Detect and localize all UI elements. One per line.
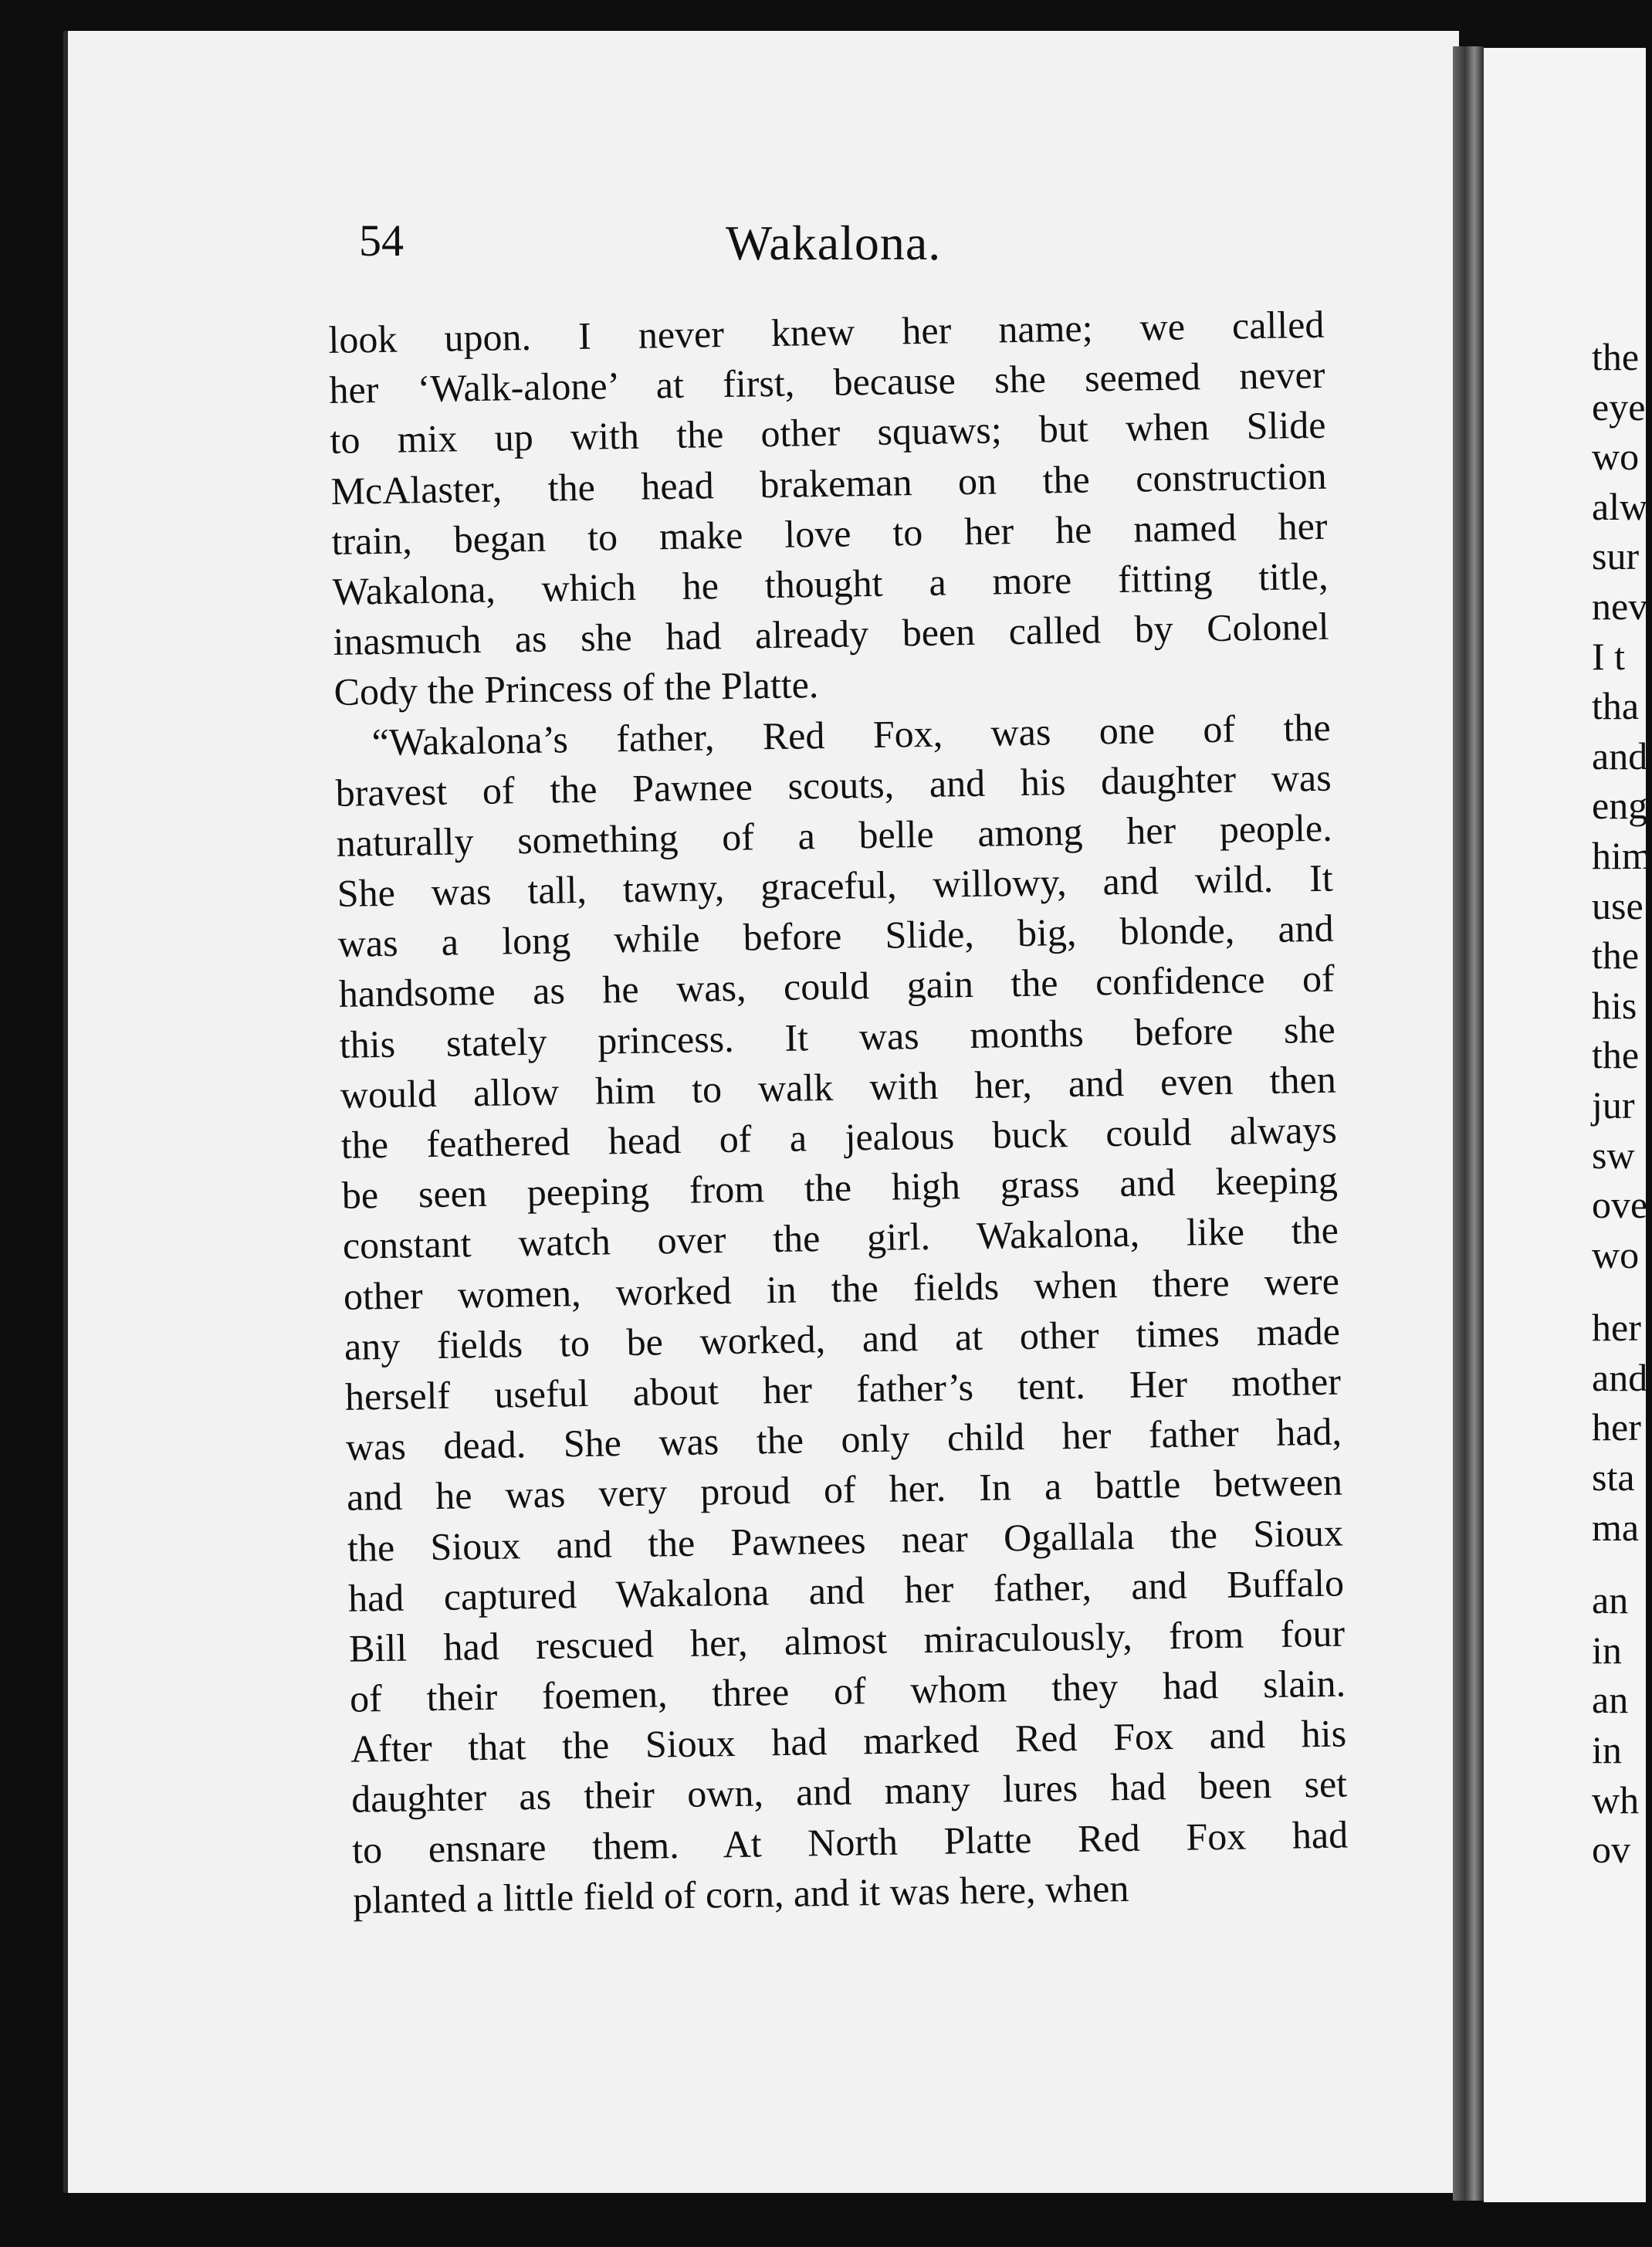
right-page-fragment: her bbox=[1592, 1405, 1641, 1449]
text-line: Cody the Princess of the Platte. bbox=[333, 663, 819, 714]
right-page-fragment: an bbox=[1592, 1578, 1629, 1622]
right-page-fragment: wo bbox=[1592, 1232, 1640, 1276]
text-line: constant watch over the girl. Wakalona, like the bbox=[342, 1208, 1339, 1268]
right-page-fragment: I t bbox=[1592, 634, 1626, 678]
text-line: was dead. She was the only child her father had, bbox=[345, 1409, 1342, 1469]
right-page-fragment: sur bbox=[1592, 534, 1640, 578]
right-page-fragment: in bbox=[1592, 1728, 1622, 1772]
text-line: be seen peeping from the high grass and keeping bbox=[341, 1157, 1339, 1218]
text-line: After that the Sioux had marked Red Fox and his bbox=[350, 1711, 1347, 1771]
right-page-fragment: ma bbox=[1592, 1505, 1640, 1549]
text-line: handsome as he was, could gain the confidence of bbox=[338, 957, 1335, 1016]
text-line: herself useful about her father’s tent. Her mother bbox=[344, 1359, 1342, 1418]
text-line: planted a little field of corn, and it was here, when bbox=[352, 1866, 1129, 1922]
text-line: daughter as their own, and many lures had been set bbox=[350, 1761, 1348, 1822]
text-line: had captured Wakalona and her father, and Buffalo bbox=[347, 1561, 1345, 1620]
text-line: was a long while before Slide, big, blonde, and bbox=[337, 906, 1335, 966]
right-page-fragment: the bbox=[1592, 934, 1640, 978]
text-line: to ensnare them. At North Platte Red Fox had bbox=[351, 1812, 1349, 1872]
book-gutter bbox=[1453, 46, 1484, 2201]
text-line: to mix up with the other squaws; but when Slide bbox=[330, 403, 1326, 463]
right-page-fragment: eng bbox=[1592, 784, 1648, 828]
right-page-fragment: in bbox=[1592, 1628, 1622, 1672]
page-number: 54 bbox=[359, 215, 404, 266]
right-page-fragment: wo bbox=[1592, 435, 1640, 479]
right-page-fragment: and bbox=[1592, 1355, 1648, 1399]
text-line: of their foemen, three of whom they had slain. bbox=[349, 1661, 1346, 1720]
right-page-text bbox=[1592, 332, 1652, 1875]
right-page-fragment bbox=[1592, 1279, 1652, 1303]
right-page-fragment bbox=[1592, 1552, 1652, 1575]
text-line: “Wakalona’s father, Red Fox, was one of the bbox=[371, 705, 1331, 764]
right-page-fragment: ov bbox=[1592, 1828, 1630, 1872]
text-line: McAlaster, the head brakeman on the construction bbox=[330, 453, 1327, 513]
right-page-fragment: him bbox=[1592, 833, 1652, 877]
right-page-fragment: the bbox=[1592, 1033, 1640, 1077]
text-line: look upon. I never knew her name; we called bbox=[328, 302, 1325, 361]
right-page bbox=[1484, 48, 1652, 2202]
right-page-fragment: eye bbox=[1592, 385, 1646, 429]
right-page-fragment: wh bbox=[1592, 1778, 1640, 1822]
text-line: any fields to be worked, and at other times made bbox=[344, 1309, 1341, 1368]
text-line: the Sioux and the Pawnees near Ogallala the Sioux bbox=[347, 1510, 1344, 1570]
right-page-fragment: his bbox=[1592, 983, 1637, 1027]
right-page-fragment: tha bbox=[1592, 684, 1640, 728]
right-page-fragment: sw bbox=[1592, 1133, 1635, 1177]
text-line: Bill had rescued her, almost miraculously, from four bbox=[348, 1611, 1346, 1670]
right-page-fragment: sta bbox=[1592, 1456, 1635, 1500]
text-line: inasmuch as she had already been called by Colonel bbox=[333, 604, 1329, 664]
right-page-fragment: alw bbox=[1592, 484, 1648, 528]
body-text bbox=[328, 300, 1349, 1926]
right-page-fragment: use bbox=[1592, 883, 1644, 927]
right-page-fragment: ove bbox=[1592, 1183, 1648, 1227]
text-line: naturally something of a belle among her people. bbox=[336, 805, 1333, 865]
right-page-fragment: an bbox=[1592, 1678, 1629, 1722]
running-head bbox=[359, 215, 1386, 276]
text-line: and he was very proud of her. In a battle between bbox=[346, 1459, 1343, 1520]
right-page-fragment: nev bbox=[1592, 584, 1648, 628]
text-line: bravest of the Pawnee scouts, and his daughter was bbox=[335, 755, 1332, 815]
text-line: other women, worked in the fields when there were bbox=[343, 1259, 1340, 1318]
text-line: her ‘Walk-alone’ at first, because she seemed never bbox=[329, 352, 1325, 412]
text-line: this stately princess. It was months before she bbox=[339, 1007, 1336, 1066]
right-page-fragment: jur bbox=[1592, 1083, 1635, 1127]
text-line: She was tall, tawny, graceful, willowy, and wild. It bbox=[337, 856, 1334, 915]
text-line: would allow him to walk with her, and even then bbox=[340, 1057, 1337, 1117]
text-line: train, began to make love to her he named her bbox=[331, 503, 1328, 563]
right-page-fragment: the bbox=[1592, 335, 1640, 378]
text-line: Wakalona, which he thought a more fitting title, bbox=[332, 554, 1329, 613]
running-title: Wakalona. bbox=[726, 215, 942, 270]
right-page-fragment: and bbox=[1592, 734, 1648, 778]
text-line: the feathered head of a jealous buck could always bbox=[340, 1107, 1338, 1167]
right-page-fragment: her bbox=[1592, 1306, 1641, 1350]
